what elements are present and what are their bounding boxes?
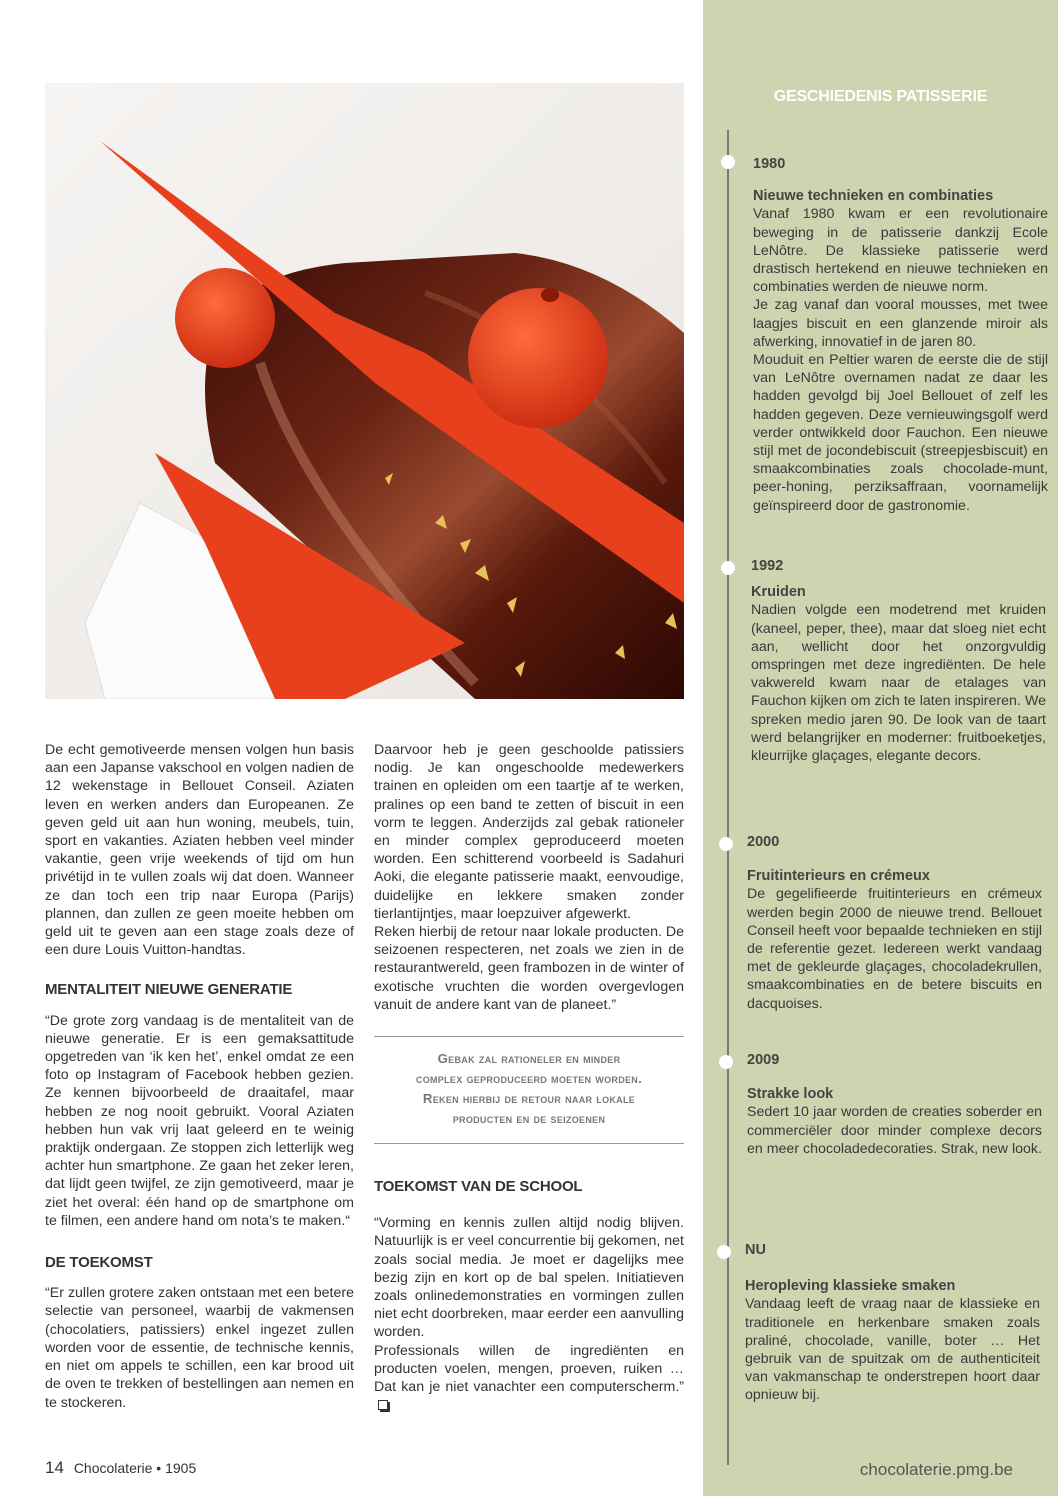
timeline-text: Vanaf 1980 kwam er een revolutionaire beweging in de patisserie dankzij Ecole LeNôtre. De klassieke patisserie werd drastisch hertekend en nieuwe technieken en combinaties werden de nieuwe norm. bbox=[753, 206, 1048, 296]
paragraph: “De grote zorg vandaag is de mentaliteit van de nieuwe generatie. Er is een gemaksattitude opgetreden van ‘ik ken het’, enkel omdat ze een foto op Instagram of Facebook hebben gezien. Ze kennen bijvoorbeeld de draaitafel, maar hebben ze nog nooit gebruikt. Vooral Aziaten hebben hun vak vrij laat geleerd en te weinig praktijk ondergaan. Ze stoppen zich letterlijk weg achter hun smartphone. Ze gaan het zeker leren, dat lijdt geen twijfel, ze zijn gemotiveerd, maar je ziet het overal: één hand op de smartphone om te filmen, een andere hand om nota’s te maken.“ bbox=[45, 1012, 354, 1229]
timeline-year: 2009 bbox=[747, 1052, 780, 1068]
timeline-heading: Fruitinterieurs en crémeux bbox=[747, 868, 930, 885]
section-heading: MENTALITEIT NIEUWE GENERATIE bbox=[45, 981, 293, 999]
timeline-entry bbox=[745, 1241, 1040, 1405]
timeline-dot-icon bbox=[719, 1055, 733, 1069]
timeline-entry bbox=[753, 155, 1048, 515]
timeline-year: 1992 bbox=[751, 558, 784, 574]
timeline-entry bbox=[747, 1051, 1042, 1158]
timeline-dot-icon bbox=[721, 155, 735, 169]
paragraph: Reken hierbij de retour naar lokale producten. De seizoenen respecteren, net zoals we zien in de restaurantwereld, geen frambozen in de winter of exotische vruchten die worden overgevlogen vanuit de andere kant van de planeet.” bbox=[374, 924, 684, 1013]
chocolate-log-cake-image bbox=[45, 83, 684, 699]
website-link[interactable]: chocolaterie.pmg.be bbox=[859, 1460, 1013, 1479]
timeline-year: NU bbox=[745, 1242, 766, 1258]
end-of-article-icon bbox=[378, 1400, 388, 1410]
article-column-right bbox=[374, 741, 684, 1414]
page-footer bbox=[45, 1458, 196, 1478]
timeline-entry bbox=[751, 557, 1046, 765]
paragraph: “Er zullen grotere zaken ontstaan met een betere selectie van personeel, waarbij de vakmensen (chocolatiers, patissiers) enkel ingezet zullen worden voor de essentie, de technische kennis, en niet om appels te schillen, een kar brood uit de oven te trekken of bestellingen aan nemen en te stockeren. bbox=[45, 1285, 354, 1411]
timeline-year: 2000 bbox=[747, 834, 780, 850]
section-heading: DE TOEKOMST bbox=[45, 1254, 153, 1272]
pull-quote-line: Reken hierbij de retour naar lokale bbox=[422, 1091, 636, 1107]
page-number: 14 bbox=[45, 1458, 64, 1477]
timeline-text: Vandaag leeft de vraag naar de klassieke en traditionele en herkenbare smaken zoals praliné, chocolade, vanille, boter … Het gebruik van de spuitzak om de authenticiteit van vakmanschap te onderstrepen hoort daar opnieuw bij. bbox=[745, 1296, 1040, 1404]
history-sidebar bbox=[703, 0, 1058, 1496]
pull-quote bbox=[374, 1036, 684, 1144]
publication-name: Chocolaterie • 1905 bbox=[73, 1460, 197, 1476]
timeline-line bbox=[727, 130, 729, 1465]
sidebar-title: GESCHIEDENIS PATISSERIE bbox=[773, 88, 988, 105]
timeline-heading: Nieuwe technieken en combinaties bbox=[753, 188, 994, 205]
timeline-dot-icon bbox=[721, 561, 735, 575]
pull-quote-line: producten en de seizoenen bbox=[452, 1111, 606, 1127]
paragraph bbox=[374, 1342, 684, 1415]
paragraph: “Vorming en kennis zullen altijd nodig blijven. Natuurlijk is er veel concurrentie bij gekomen, net zoals social media. Je moet er dagelijks mee bezig zijn en kort op de bal spelen. Initiatieven zoals onlinedemonstraties en vormingen zullen niet echt doorbreken, maar eerder een aanvulling worden. bbox=[374, 1215, 684, 1341]
timeline-year: 1980 bbox=[753, 156, 786, 172]
timeline-text: Sedert 10 jaar worden de creaties soberder en commerciëler door minder complexe decors en meer chocoladedecoraties. Strak, new look. bbox=[747, 1104, 1042, 1157]
timeline-heading: Strakke look bbox=[747, 1086, 834, 1103]
section-heading: TOEKOMST VAN DE SCHOOL bbox=[374, 1178, 583, 1196]
pull-quote-line: complex geproduceerd moeten worden. bbox=[415, 1071, 643, 1087]
timeline-dot-icon bbox=[719, 837, 733, 851]
timeline-text: Je zag vanaf dan vooral mousses, met twee laagjes biscuit en een glanzende miroir als afwerking, innovatief in de jaren 80. bbox=[753, 297, 1048, 350]
pastry-photo bbox=[45, 83, 684, 699]
timeline-dot-icon bbox=[717, 1245, 731, 1259]
paragraph: Daarvoor heb je geen geschoolde patissiers nodig. Je kan ongeschoolde medewerkers trainen en opleiden om een taartje af te werken, pralines op een band te zetten of biscuit in een vorm te leggen. Anderzijds zal gebak rationeler en minder complex geproduceerd moeten worden. Een schitterend voorbeeld is Sadahuri Aoki, die elegante patisserie maakt, eenvoudige, duidelijke en lekkere smaken zonder tierlantijntjes, maar loepzuiver afgewerkt. bbox=[374, 742, 684, 922]
paragraph: De echt gemotiveerde mensen volgen hun basis aan een Japanse vakschool en volgen nadien de 12 wekenstage in Bellouet Conseil. Aziaten leven en werken anders dan Europeanen. Ze geven geld uit aan hun woning, meubels, tuin, sport en vakanties. Aziaten hebben veel minder vakantie, geen vrije weekends of tijd om hun privétijd in te vullen zoals wij dat doen. Wanneer ze dan toch een trip naar Europa (Parijs) plannen, dan zullen ze geen moeite hebben om geld uit te geven aan een stage zoals deze of een dure Louis Vuitton-handtas. bbox=[45, 742, 354, 959]
timeline-entry bbox=[747, 833, 1042, 1013]
timeline-text: De gegelifieerde fruitinterieurs en crémeux werden begin 2000 de nieuwe trend. Bellouet Conseil heeft voor bepaalde technieken en stijl de referentie gezet. Iedereen werkt vandaag met de gekleurde glaçages, chocoladekrullen, smaakcombinaties en de betere biscuits en dacquoises. bbox=[747, 886, 1042, 1012]
timeline-heading: Kruiden bbox=[751, 584, 806, 601]
paragraph-text: Professionals willen de ingrediënten en producten voelen, mengen, proeven, ruiken … Dat kan je niet vanachter een computerscherm.” bbox=[374, 1342, 684, 1396]
article-column-left bbox=[45, 741, 354, 1412]
timeline-text: Nadien volgde een modetrend met kruiden (kaneel, peper, thee), maar dat sloeg niet echt aan, wellicht door het onzorgvuldig omspringen met deze ingrediënten. De hele vakwereld kwam naar de etalages van Fauchon kijken om zich te laten inspireren. We spreken medio jaren 90. De look van de taart werd belangrijker en moderner: fruitboeketjes, kleurrijke glaçages, elegante decors. bbox=[751, 602, 1046, 765]
timeline-heading: Heropleving klassieke smaken bbox=[745, 1278, 956, 1295]
pull-quote-line: Gebak zal rationeler en minder bbox=[437, 1051, 621, 1067]
timeline-text: Mouduit en Peltier waren de eerste die de stijl van LeNôtre overnamen nadat ze daar les hadden gevolgd bij Joel Bellouet of zelf les hadden gegeven. Deze vernieuwingsgolf werd verder ontwikkeld door Fauchon. Een nieuwe stijl met de jocondebiscuit (streepjesbiscuit) en smaakcombinaties zoals chocolade-munt, peer-honing, perziksaffraan, voornamelijk geïnspireerd door de gastronomie. bbox=[753, 352, 1048, 514]
